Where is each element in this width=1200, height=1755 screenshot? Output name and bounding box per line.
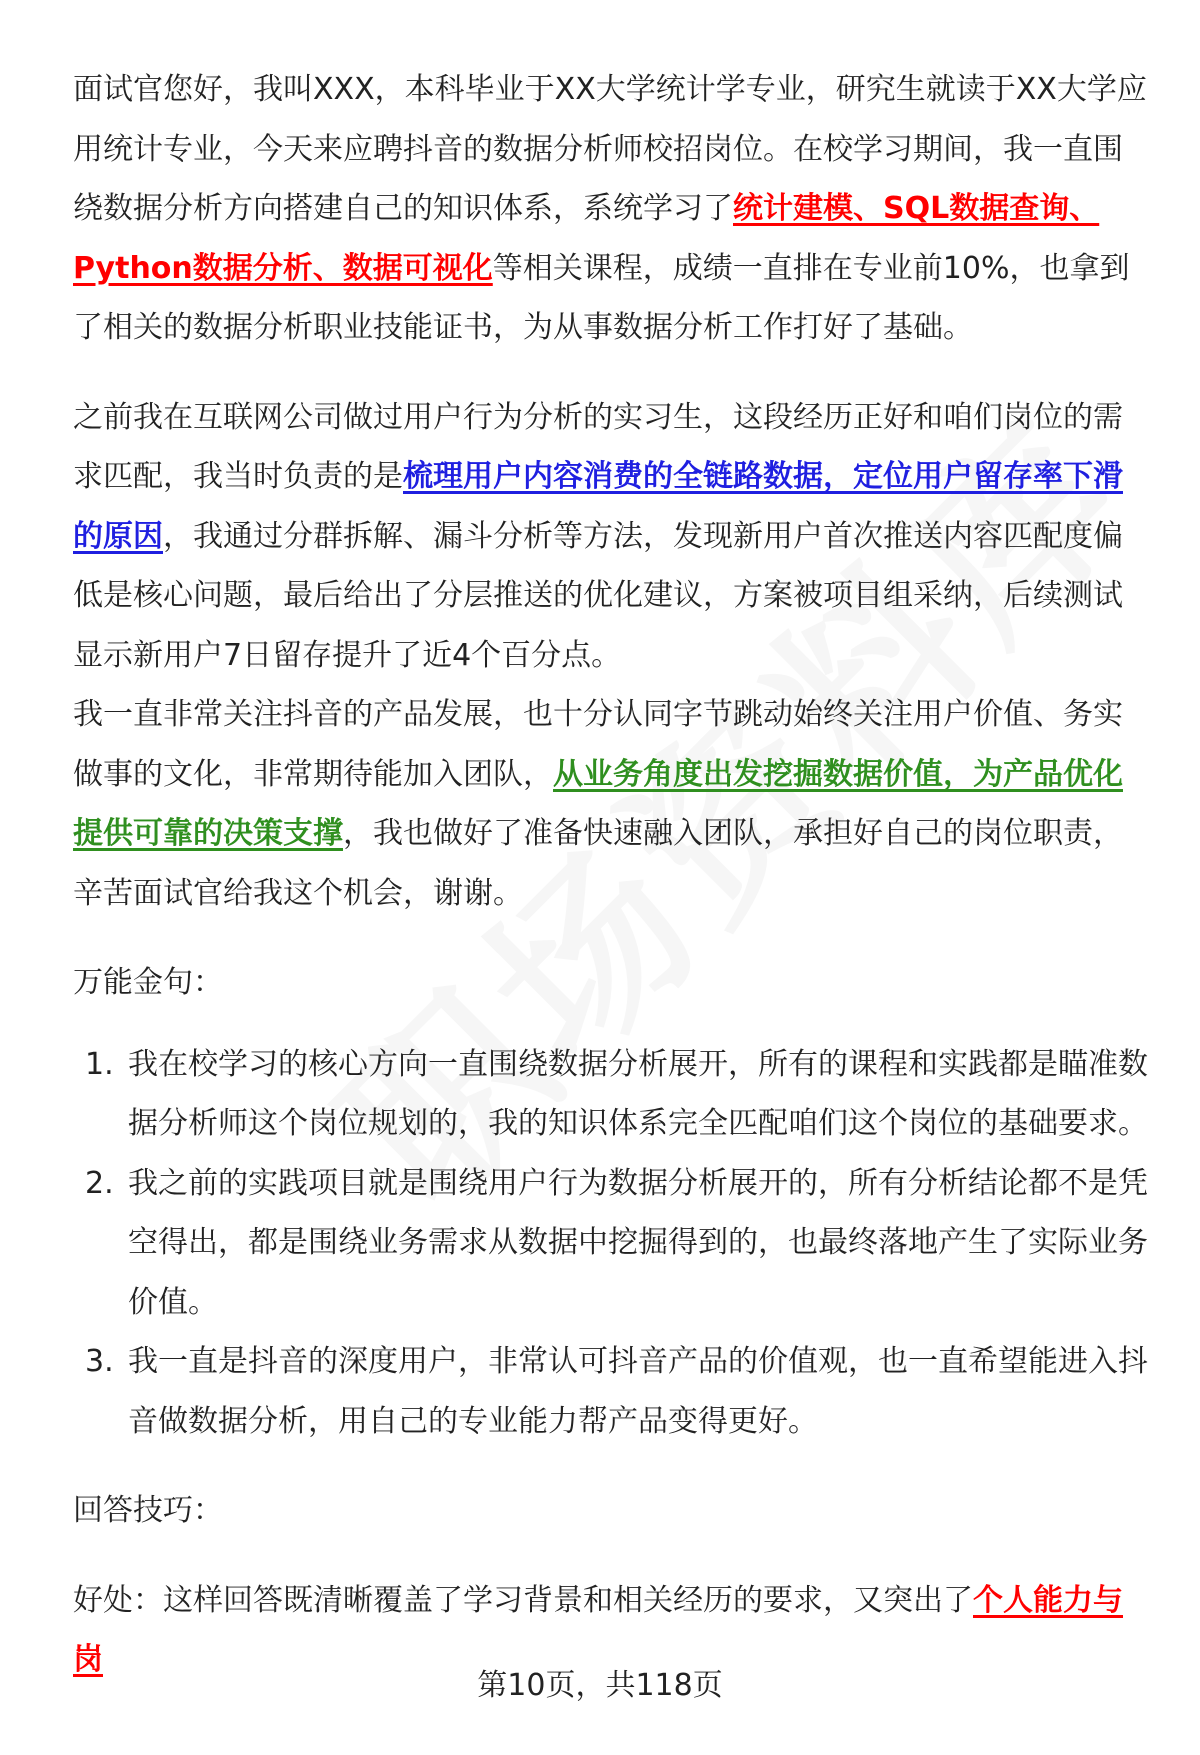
list-item bbox=[73, 1332, 1150, 1451]
golden-sentences-list bbox=[73, 1035, 1150, 1452]
page-number-footer: 第10页，共118页 bbox=[477, 1668, 723, 1703]
motivation-highlight: 从业务角度出发挖掘数据价值，为产品优化提供可靠的决策支撑 bbox=[73, 756, 1123, 851]
experience-paragraph bbox=[73, 388, 1150, 686]
document-body bbox=[73, 60, 1150, 1690]
experience-highlight: 梳理用户内容消费的全链路数据，定位用户留存率下滑的原因 bbox=[73, 459, 1123, 554]
motivation-text-end: ，我也做好了准备快速融入团队，承担好自己的岗位职责，辛苦面试官给我这个机会，谢谢。 bbox=[73, 816, 1123, 911]
list-item-number: 1. bbox=[85, 1046, 114, 1082]
list-item bbox=[73, 1035, 1150, 1154]
intro-text-end: 等相关课程，成绩一直排在专业前10%，也拿到了相关的数据分析职业技能证书，为从事数据分析工作打好了基础。 bbox=[73, 250, 1130, 345]
motivation-paragraph bbox=[73, 685, 1150, 923]
list-item-number: 2. bbox=[85, 1165, 114, 1201]
benefit-text: 好处：这样回答既清晰覆盖了学习背景和相关经历的要求，又突出了 bbox=[73, 1582, 973, 1618]
golden-sentences-heading: 万能金句： bbox=[73, 965, 223, 1000]
list-item-text: 我之前的实践项目就是围绕用户行为数据分析展开的，所有分析结论都不是凭空得出，都是围绕业务需求从数据中挖掘得到的，也最终落地产生了实际业务价值。 bbox=[128, 1165, 1148, 1320]
benefit-highlight: 个人能力与岗 bbox=[73, 1582, 1123, 1677]
intro-highlight-courses: 统计建模、SQL数据查询、Python数据分析、数据可视化 bbox=[73, 191, 1100, 286]
intro-text-start: 面试官您好，我叫XXX，本科毕业于XX大学统计学专业，研究生就读于XX大学应用统计专业，今天来应聘抖音的数据分析师校招岗位。在校学习期间，我一直围绕数据分析方向搭建自己的知识体系，系统学习了 bbox=[73, 72, 1147, 226]
list-item-text: 我在校学习的核心方向一直围绕数据分析展开，所有的课程和实践都是瞄准数据分析师这个岗位规划的，我的知识体系完全匹配咱们这个岗位的基础要求。 bbox=[128, 1046, 1148, 1141]
experience-text-start: 之前我在互联网公司做过用户行为分析的实习生，这段经历正好和咱们岗位的需求匹配，我当时负责的是 bbox=[73, 399, 1123, 494]
list-item-number: 3. bbox=[85, 1344, 114, 1379]
intro-paragraph bbox=[73, 60, 1150, 358]
motivation-text-start: 我一直非常关注抖音的产品发展，也十分认同字节跳动始终关注用户价值、务实做事的文化，非常期待能加入团队， bbox=[73, 697, 1123, 792]
experience-text-end: ，我通过分群拆解、漏斗分析等方法，发现新用户首次推送内容匹配度偏低是核心问题，最后给出了分层推送的优化建议，方案被项目组采纳，后续测试显示新用户7日留存提升了近4个百分点。 bbox=[73, 518, 1123, 673]
list-item-text: 我一直是抖音的深度用户，非常认可抖音产品的价值观，也一直希望能进入抖音做数据分析，用自己的专业能力帮产品变得更好。 bbox=[128, 1344, 1148, 1439]
answer-tips-heading: 回答技巧： bbox=[73, 1493, 223, 1528]
list-item bbox=[73, 1154, 1150, 1333]
